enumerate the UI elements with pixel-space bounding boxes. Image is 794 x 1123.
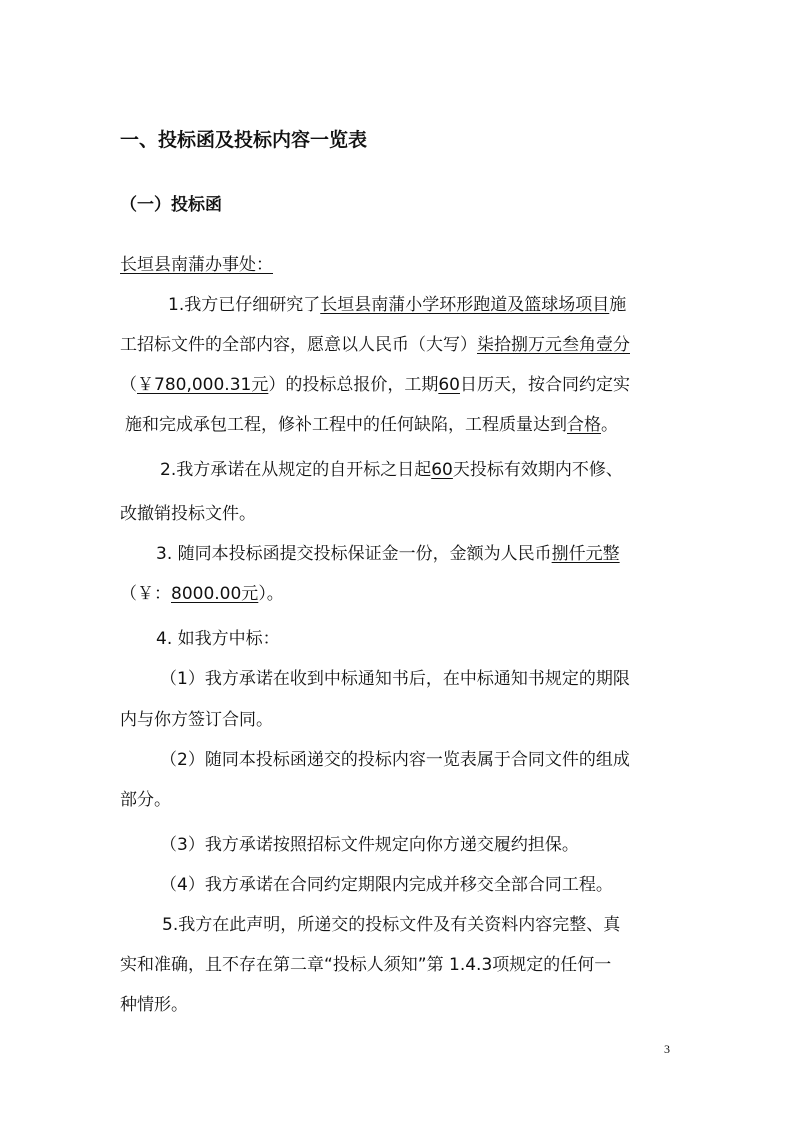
para-2-line-1 [160, 458, 623, 482]
validity-days: 60 [431, 460, 453, 480]
sub-item-1-line-2: 内与你方签订合同。 [120, 710, 273, 730]
text: 施和完成承包工程，修补工程中的任何缺陷，工程质量达到 [125, 415, 567, 435]
deposit-amount-words: 捌仟元整 [551, 544, 620, 564]
section-title: （一）投标函 [120, 195, 222, 215]
text: （ [120, 375, 137, 395]
bid-amount-number: ￥780,000.31元 [137, 375, 269, 395]
addressee [120, 253, 273, 277]
deposit-amount-number: 8000.00元 [171, 584, 259, 604]
para-5-line-2: 实和准确，且不存在第二章“投标人须知”第 1.4.3项规定的任何一 [120, 955, 612, 975]
duration-days: 60 [438, 375, 460, 395]
text: （￥： [120, 584, 171, 604]
quality-level: 合格 [567, 415, 601, 435]
para-1-line-3 [120, 373, 630, 397]
para-5-line-1: 5.我方在此声明，所递交的投标文件及有关资料内容完整、真 [162, 915, 621, 935]
text: ）。 [258, 584, 284, 604]
text: 天投标有效期内不修、 [452, 460, 623, 480]
text: 2.我方承诺在从规定的自开标之日起 [160, 460, 432, 480]
text: 日历天，按合同约定实 [459, 375, 630, 395]
bid-amount-words: 柒拾捌万元叁角壹分 [477, 335, 630, 355]
sub-item-1-line-1: （1）我方承诺在收到中标通知书后，在中标通知书规定的期限 [160, 669, 630, 689]
sub-item-2-line-2: 部分。 [120, 790, 171, 810]
para-1-line-2 [120, 333, 630, 357]
text: 施 [609, 295, 627, 315]
text: ）的投标总报价，工期 [268, 375, 439, 395]
para-2-line-2: 改撤销投标文件。 [120, 504, 256, 524]
addressee-text: 长垣县南蒲办事处： [120, 255, 273, 275]
page-number: 3 [664, 1042, 670, 1056]
para-4: 4. 如我方中标： [156, 629, 280, 649]
sub-item-3: （3）我方承诺按照招标文件规定向你方递交履约担保。 [160, 835, 579, 855]
page-title: 一、投标函及投标内容一览表 [120, 129, 368, 151]
para-3-line-2 [120, 582, 284, 606]
para-3-line-1 [156, 542, 620, 566]
text: 3. 随同本投标函提交投标保证金一份，金额为人民币 [156, 544, 552, 564]
sub-item-2-line-1: （2）随同本投标函递交的投标内容一览表属于合同文件的组成 [160, 750, 630, 770]
text: 工招标文件的全部内容，愿意以人民币（大写） [120, 335, 477, 355]
sub-item-4: （4）我方承诺在合同约定期限内完成并移交全部合同工程。 [160, 875, 613, 895]
text: 。 [601, 415, 618, 435]
para-5-line-3: 种情形。 [120, 995, 188, 1015]
para-1-line-1 [168, 293, 626, 317]
text: 1.我方已仔细研究了 [168, 295, 321, 315]
project-name: 长垣县南蒲小学环形跑道及篮球场项目 [320, 295, 610, 315]
para-1-line-4 [125, 413, 618, 437]
